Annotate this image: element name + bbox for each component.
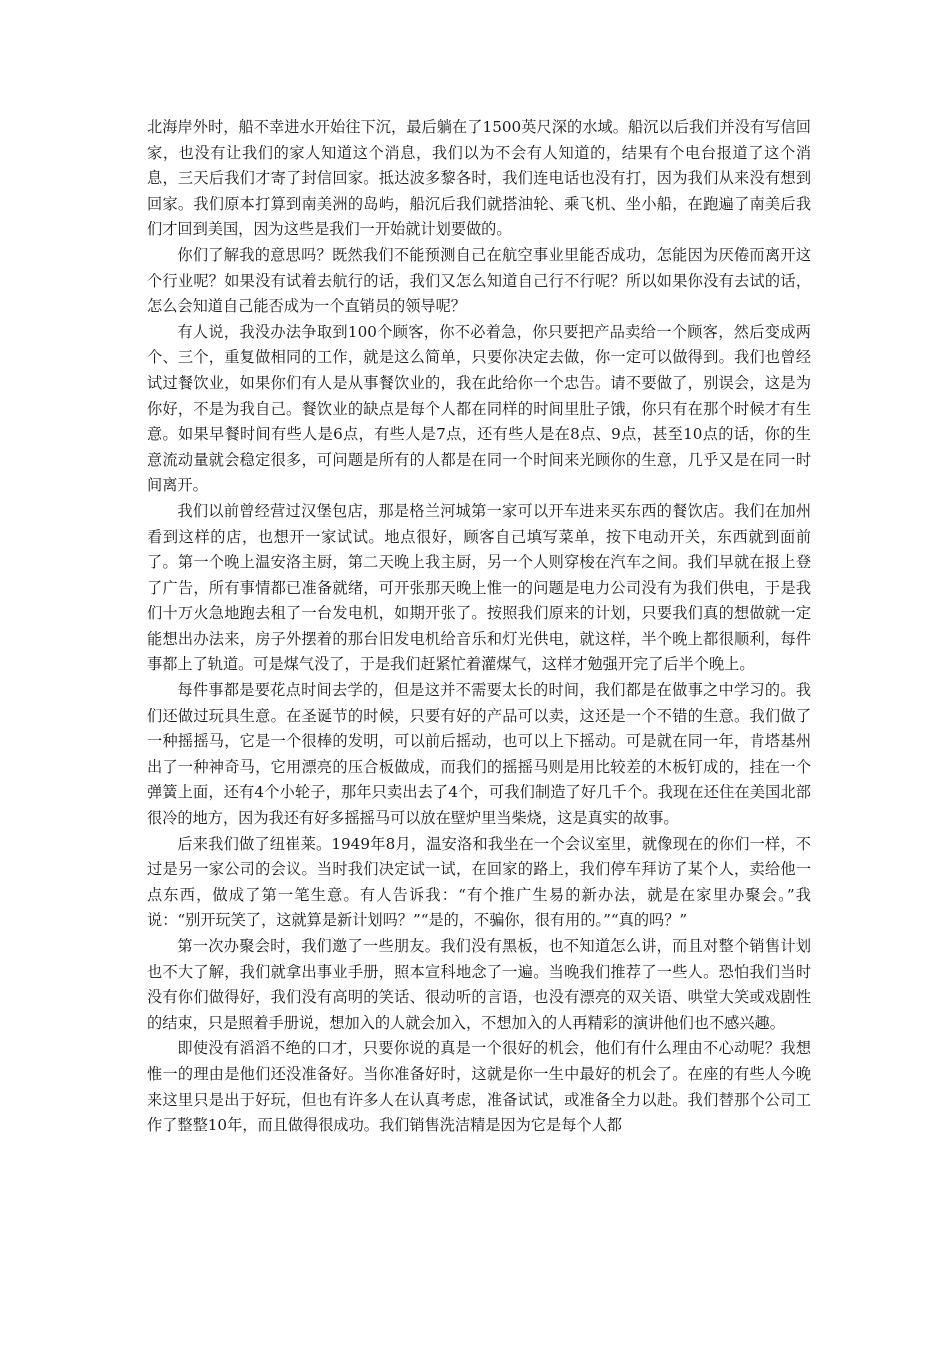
paragraph-8: 即使没有滔滔不绝的口才，只要你说的真是一个很好的机会，他们有什么理由不心动呢？我想惟一的理由是他们还没准备好。当你准备好时，这就是你一生中最好的机会了。在座的有些人今晚来这里只是出于好玩，但也有许多人在认真考虑，准备试试，或准备全力以赴。我们替那个公司工作了整整10年，而且做得很成功。我们销售洗洁精是因为它是每个人都 xyxy=(147,1039,811,1135)
document-body xyxy=(147,115,811,1139)
paragraph-5: 每件事都是要花点时间去学的，但是这并不需要太长的时间，我们都是在做事之中学习的。我们还做过玩具生意。在圣诞节的时候，只要有好的产品可以卖，这还是一个不错的生意。我们做了一种摇摇马，它是一个很棒的发明，可以前后摇动，也可以上下摇动。可是就在同一年，肯塔基州出了一种神奇马，它用漂亮的压合板做成，而我们的摇摇马则是用比较差的木板钉成的，挂在一个弹簧上面，还有4个小轮子，那年只卖出去了4个，可我们制造了好几千个。我现在还住在美国北部很冷的地方，因为我还有好多摇摇马可以放在壁炉里当柴烧，这是真实的故事。 xyxy=(147,681,811,828)
paragraph-2: 你们了解我的意思吗？既然我们不能预测自己在航空事业里能否成功，怎能因为厌倦而离开这个行业呢？如果没有试着去航行的话，我们又怎么知道自己行不行呢？所以如果你没有去试的话，怎么会知道自己能否成为一个直销员的领导呢？ xyxy=(147,245,811,316)
paragraph-6: 后来我们做了纽崔莱。1949年8月，温安洛和我坐在一个会议室里，就像现在的你们一样，不过是另一家公司的会议。当时我们决定试一试，在回家的路上，我们停车拜访了某个人，卖给他一点东西，做成了第一笔生意。有人告诉我：“有个推广生易的新办法，就是在家里办聚会。”我说：“别开玩笑了，这就算是新计划吗？”“是的，不骗你，很有用的。”“真的吗？” xyxy=(147,834,811,930)
paragraph-3: 有人说，我没办法争取到100个顾客，你不必着急，你只要把产品卖给一个顾客，然后变成两个、三个，重复做相同的工作，就是这么简单，只要你决定去做，你一定可以做得到。我们也曾经试过餐饮业，如果你们有人是从事餐饮业的，我在此给你一个忠告。请不要做了，别误会，这是为你好，不是为我自己。餐饮业的缺点是每个人都在同样的时间里肚子饿，你只有在那个时候才有生意。如果早餐时间有些人是6点，有些人是7点，还有些人是在8点、9点，甚至10点的话，你的生意流动量就会稳定很多，可问题是所有的人都是在同一个时间来光顾你的生意，几乎又是在同一时间离开。 xyxy=(147,322,811,495)
paragraph-7: 第一次办聚会时，我们邀了一些朋友。我们没有黑板，也不知道怎么讲，而且对整个销售计划也不大了解，我们就拿出事业手册，照本宣科地念了一遍。当晚我们推荐了一些人。恐怕我们当时没有你们做得好，我们没有高明的笑话、很动听的言语，也没有漂亮的双关语、哄堂大笑或戏剧性的结束，只是照着手册说，想加入的人就会加入，不想加入的人再精彩的演讲他们也不感兴趣。 xyxy=(147,937,811,1032)
paragraph-1: 北海岸外时，船不幸进水开始往下沉，最后躺在了1500英尺深的水域。船沉以后我们并没有写信回家，也没有让我们的家人知道这个消息，我们以为不会有人知道的，结果有个电台报道了这个消息，三天后我们才寄了封信回家。抵达波多黎各时，我们连电话也没有打，因为我们从来没有想到回家。我们原本打算到南美洲的岛屿，船沉后我们就搭油轮、乘飞机、坐小船，在跑遍了南美后我们才回到美国，因为这些是我们一开始就计划要做的。 xyxy=(147,118,811,239)
paragraph-4: 我们以前曾经营过汉堡包店，那是格兰河城第一家可以开车进来买东西的餐饮店。我们在加州看到这样的店，也想开一家试试。地点很好，顾客自己填写菜单，按下电动开关，东西就到面前了。第一个晚上温安洛主厨，第二天晚上我主厨，另一个人则穿梭在汽车之间。我们早就在报上登了广告，所有事情都已准备就绪，可开张那天晚上惟一的问题是电力公司没有为我们供电，于是我们十万火急地跑去租了一台发电机，如期开张了。按照我们原来的计划，只要我们真的想做就一定能想出办法来，房子外摆着的那台旧发电机给音乐和灯光供电，就这样，半个晚上都很顺利，每件事都上了轨道。可是煤气没了，于是我们赶紧忙着灌煤气，这样才勉强开完了后半个晚上。 xyxy=(147,501,811,674)
